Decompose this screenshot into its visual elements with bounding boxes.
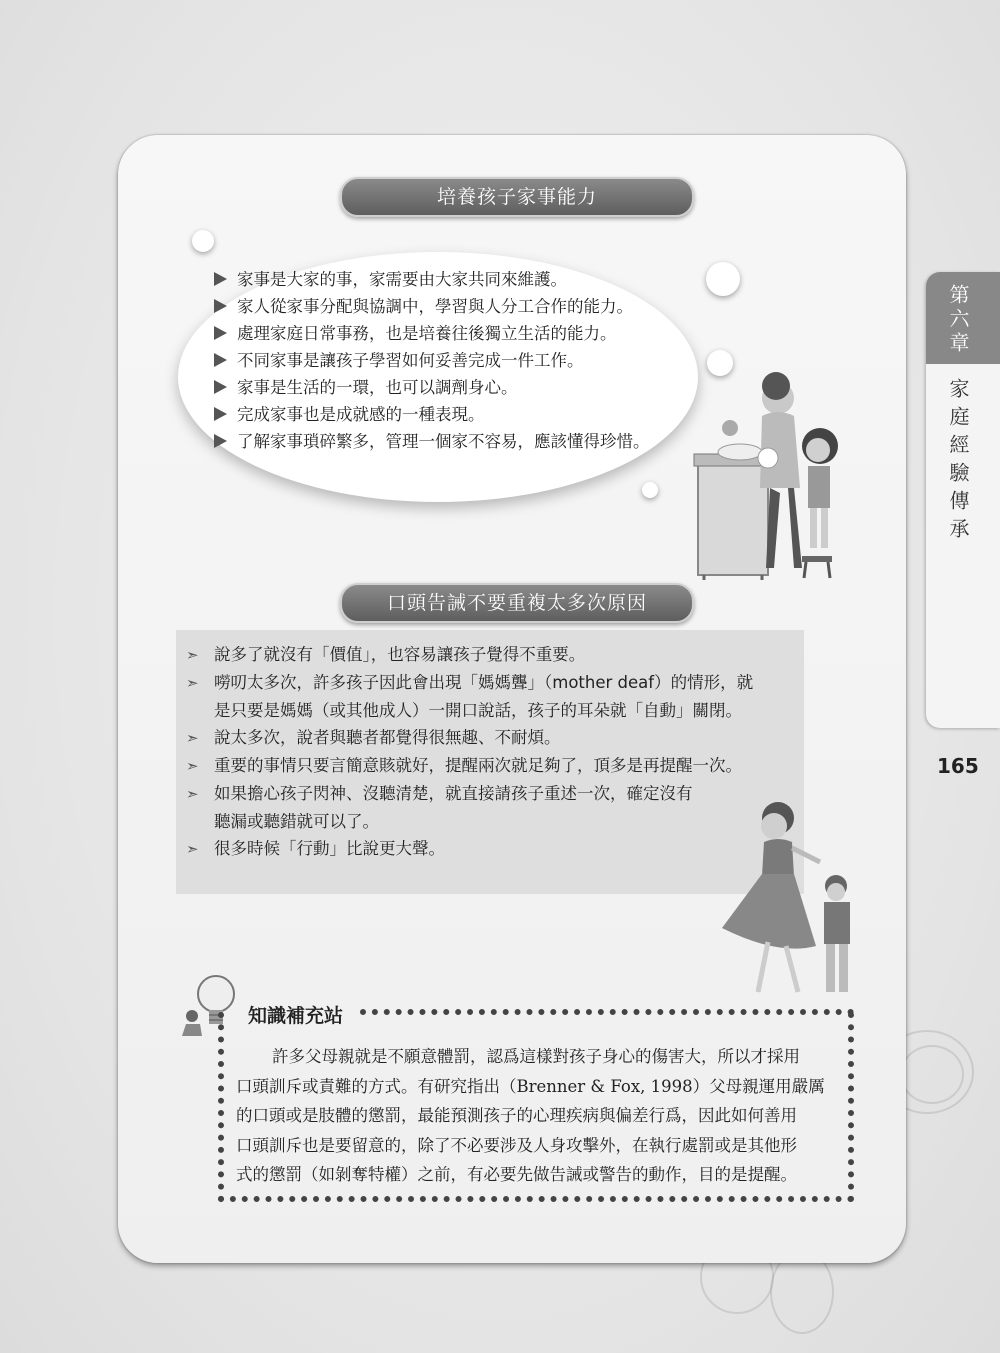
bubble-dot (642, 482, 658, 498)
triangle-bullet-icon (214, 326, 227, 340)
triangle-bullet-icon (214, 380, 227, 394)
list-item: 完成家事也是成就感的一種表現。 (214, 401, 650, 428)
triangle-bullet-icon (214, 353, 227, 367)
triangle-bullet-icon (214, 272, 227, 286)
knowledge-paragraph: 許多父母親就是不願意體罰，認爲這樣對孩子身心的傷害大，所以才採用 口頭訓斥或責難的方式。有研究指出（Brenner & Fox, 1998）父母親運用嚴厲 的口頭或是肢體的懲罰，最能預測孩子的心理疾病與偏差行爲，因此如何善用 口頭訓斥也是要留意的，除了不必要涉及人身攻擊外，在執行處罰或是其他形 式的懲罰（如剝奪特權）之前，有必要先做告誡或警告的動作，目的是提醒。 (236, 1047, 825, 1184)
list-item: 家人從家事分配與協調中，學習與人分工合作的能力。 (214, 293, 650, 320)
housework-list (214, 266, 650, 455)
list-item: 了解家事瑣碎繁多，管理一個家不容易，應該懂得珍惜。 (214, 428, 650, 455)
chapter-title: 家庭經驗傳承 (946, 378, 970, 546)
section-heading: 口頭告誡不要重複太多次原因 (340, 583, 694, 623)
list-item: ➣ 說太多次，說者與聽者都覺得很無趣、不耐煩。 (186, 724, 753, 752)
triangle-bullet-icon (214, 434, 227, 448)
triangle-bullet-icon (214, 407, 227, 421)
list-item: ➣ 重要的事情只要言簡意賅就好，提醒兩次就足夠了，頂多是再提醒一次。 (186, 752, 753, 780)
reasons-list (186, 641, 753, 863)
arrow-bullet-icon: ➣ (186, 729, 199, 747)
list-item: ➣ 說多了就沒有「價值」，也容易讓孩子覺得不重要。 (186, 641, 753, 669)
mother-scolding-boy-illustration (716, 796, 866, 996)
arrow-bullet-icon: ➣ (186, 674, 199, 692)
bubble-dot (192, 230, 214, 252)
page-number: 165 (937, 754, 979, 778)
list-item: 不同家事是讓孩子學習如何妥善完成一件工作。 (214, 347, 650, 374)
chapter-number: 第六章 (946, 284, 970, 356)
list-item: ➣ 很多時候「行動」比說更大聲。 (186, 835, 753, 863)
list-item: 家事是大家的事，家需要由大家共同來維護。 (214, 266, 650, 293)
list-item: ➣ 嘮叨太多次，許多孩子因此會出現「媽媽聾」（mother deaf）的情形，就 是只要是媽媽（或其他成人）一開口說話，孩子的耳朵就「自動」關閉。 (186, 669, 753, 724)
triangle-bullet-icon (214, 299, 227, 313)
knowledge-title: 知識補充站 (248, 1005, 344, 1027)
bubble-dot (706, 262, 740, 296)
arrow-bullet-icon: ➣ (186, 840, 199, 858)
section-heading: 培養孩子家事能力 (340, 177, 694, 217)
list-item: 處理家庭日常事務，也是培養往後獨立生活的能力。 (214, 320, 650, 347)
flower-decoration (900, 1045, 964, 1104)
list-item: ➣ 如果擔心孩子閃神、沒聽清楚，就直接請孩子重述一次，確定沒有 聽漏或聽錯就可以了。 (186, 780, 753, 835)
arrow-bullet-icon: ➣ (186, 646, 199, 664)
list-item: 家事是生活的一環，也可以調劑身心。 (214, 374, 650, 401)
arrow-bullet-icon: ➣ (186, 757, 199, 775)
mother-child-dishes-illustration (690, 368, 860, 580)
arrow-bullet-icon: ➣ (186, 785, 199, 803)
